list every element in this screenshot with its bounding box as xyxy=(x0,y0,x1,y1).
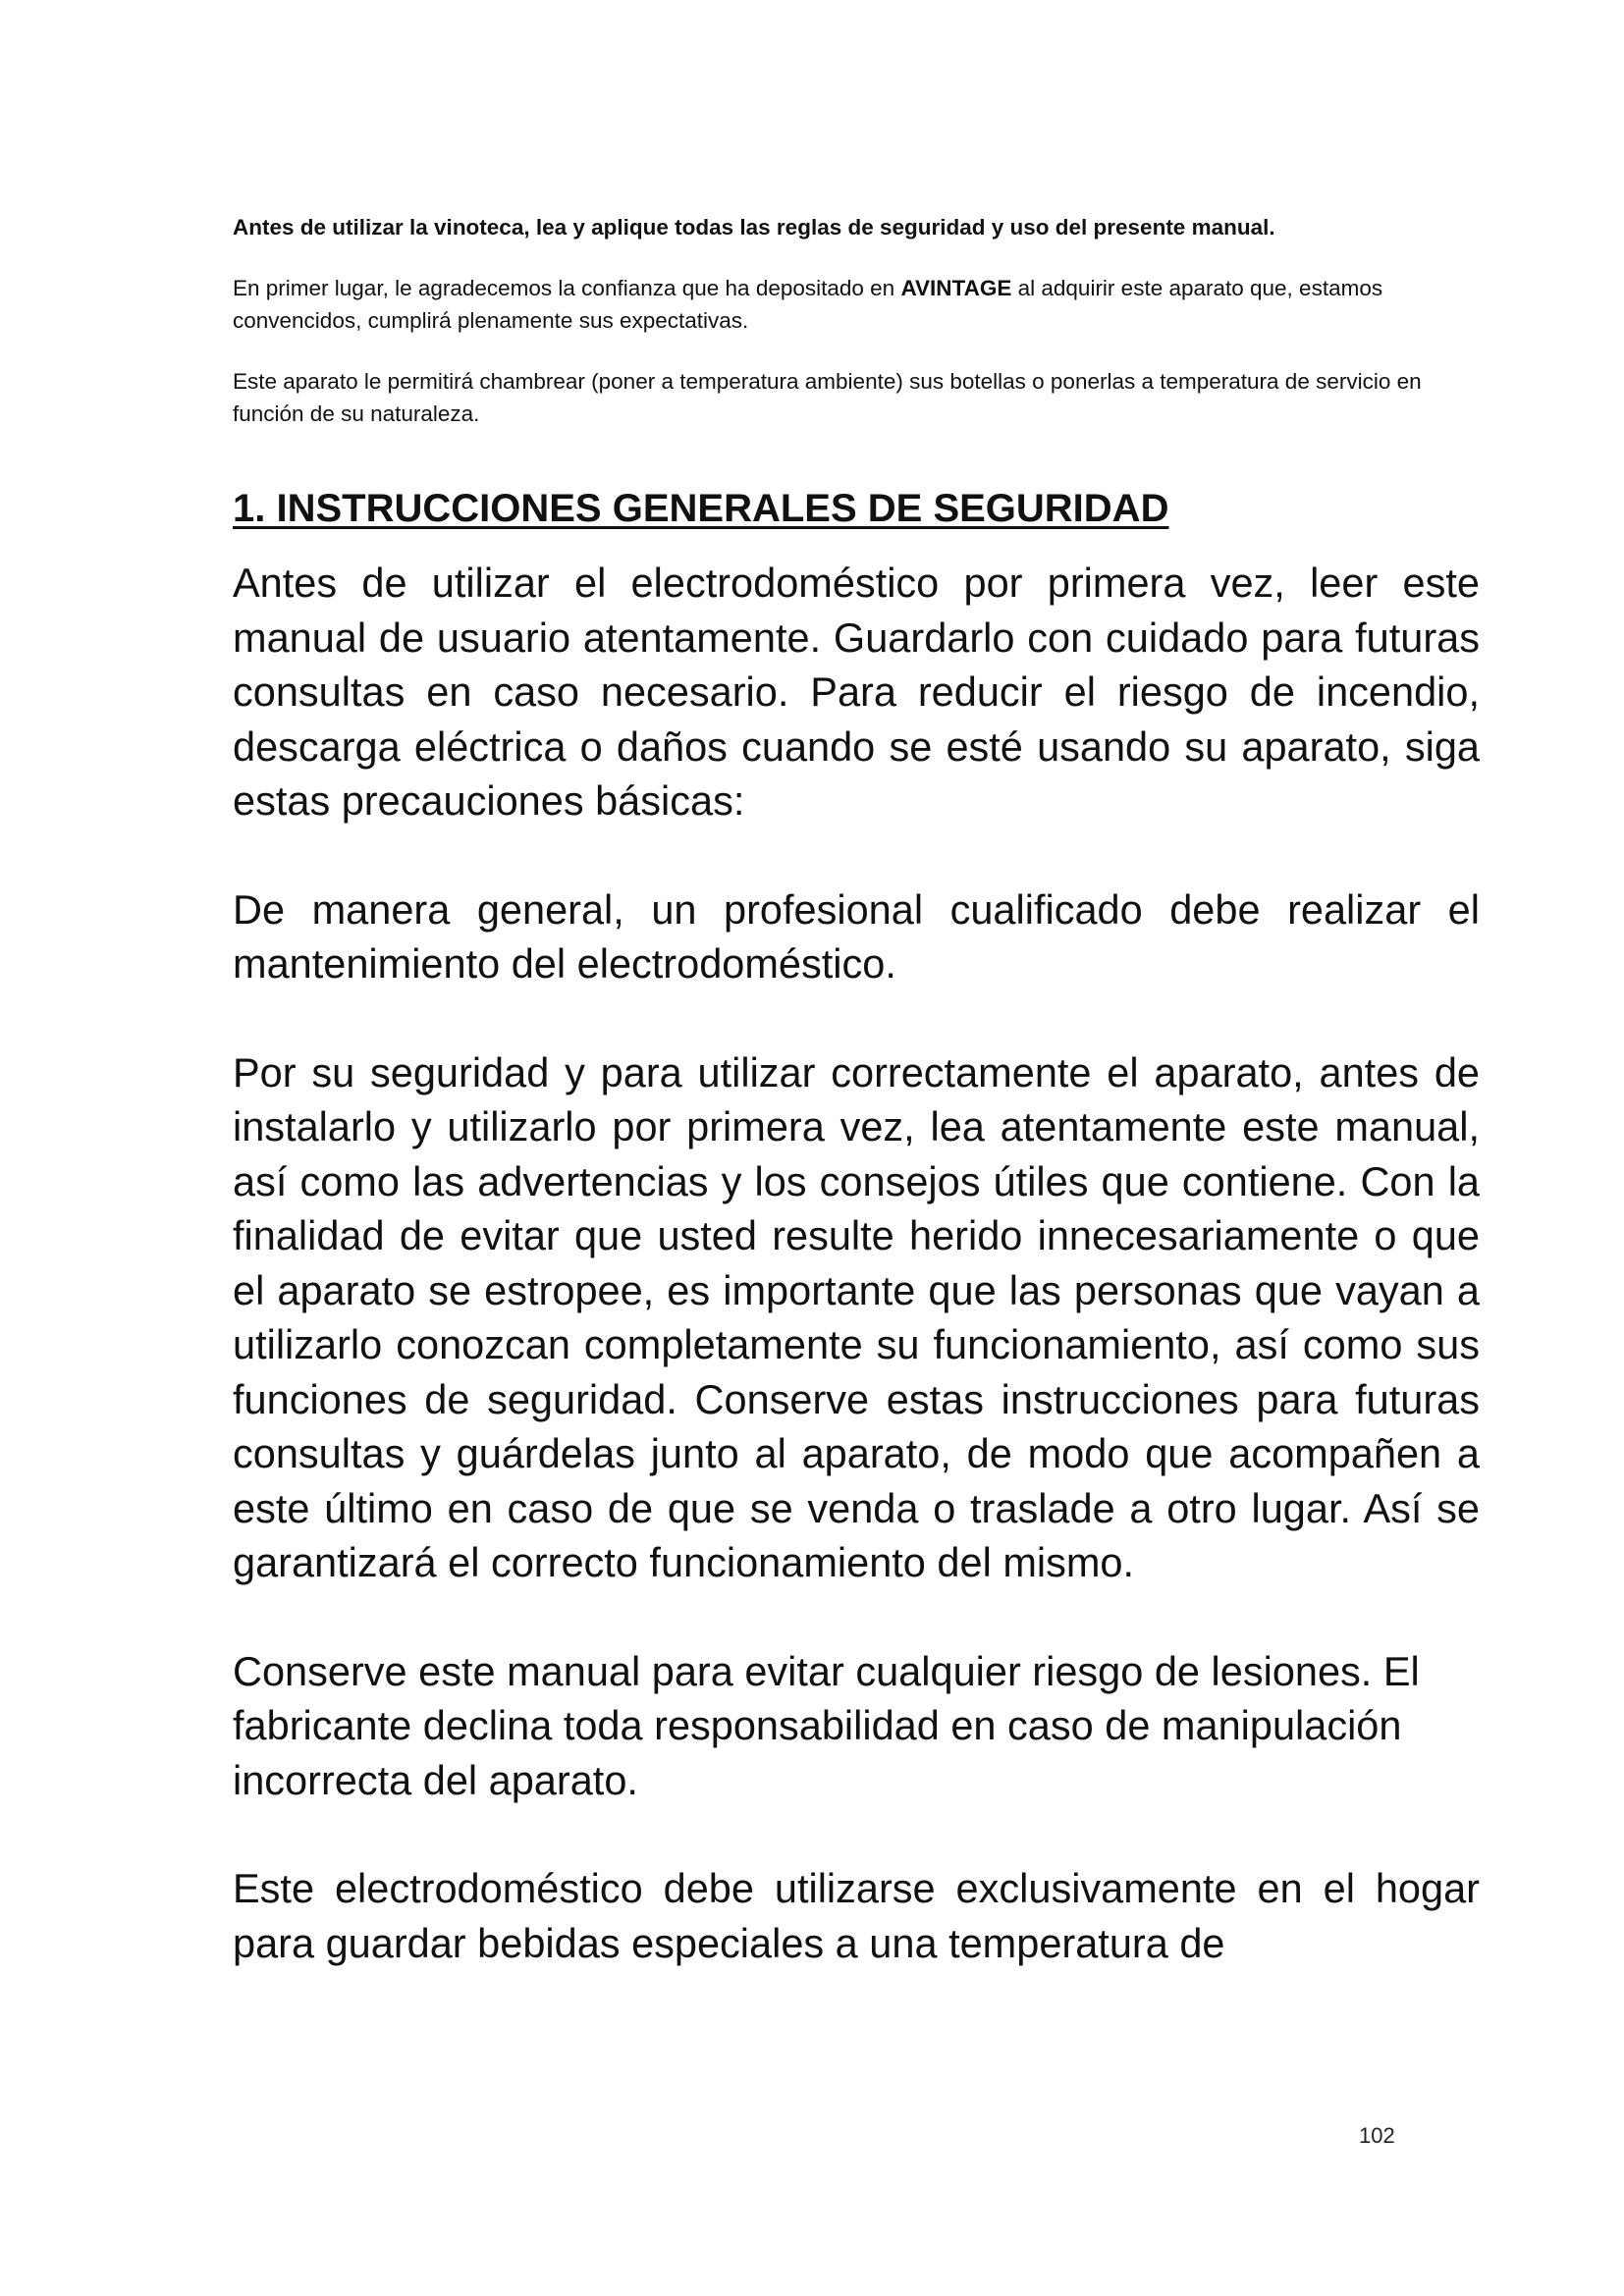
safety-paragraph-5: Este electrodoméstico debe utilizarse exclusivamente en el hogar para guardar bebidas especiales a una temperatura de xyxy=(233,1865,1480,1966)
safety-paragraph-1: Antes de utilizar el electrodoméstico por primera vez, leer este manual de usuario atentamente. Guardarlo con cuidado para futuras consultas en caso necesario. Para reducir el riesgo de incendio, descarga eléctrica o daños cuando se esté usando su aparato, siga estas precauciones básicas: xyxy=(233,560,1480,824)
intro-purpose-paragraph: Este aparato le permitirá chambrear (poner a temperatura ambiente) sus botellas o ponerlas a temperatura de servicio en función de su naturaleza. xyxy=(233,369,1422,426)
section-heading: 1. INSTRUCCIONES GENERALES DE SEGURIDAD xyxy=(233,487,1169,530)
intro-thanks-paragraph xyxy=(233,272,1455,337)
safety-paragraph-2: De manera general, un profesional cualificado debe realizar el mantenimiento del electrodoméstico. xyxy=(233,885,1480,987)
intro-thanks-end: al adquirir este aparato que, estamos convencidos, cumplirá plenamente sus expectativas. xyxy=(233,276,1383,333)
safety-paragraph-3: Por su seguridad y para utilizar correctamente el aparato, antes de instalarlo y utilizarlo por primera vez, lea atentamente este manual, así como las advertencias y los consejos útiles que contiene. Con la finalidad de evitar que usted resulte herido innecesariamente o que el aparato se estropee, es importante que las personas que vayan a utilizarlo conozcan completamente su funcionamiento, así como sus funciones de seguridad. Conserve estas instrucciones para futuras consultas y guárdelas junto al aparato, de modo que acompañen a este último en caso de que se venda o traslade a otro lugar. Así se garantizará el correcto funcionamiento del mismo. xyxy=(233,1048,1480,1585)
intro-thanks-start: En primer lugar, le agradecemos la confianza que ha depositado en xyxy=(233,276,901,300)
intro-lead-text: Antes de utilizar la vinoteca, lea y aplique todas las reglas de seguridad y uso del presente manual. xyxy=(233,215,1275,240)
manual-page xyxy=(233,211,1519,2024)
page-number: 102 xyxy=(1359,2123,1395,2148)
safety-paragraph-4: Conserve este manual para evitar cualquier riesgo de lesiones. El fabricante declina toda responsabilidad en caso de manipulación incorrecta del aparato. xyxy=(233,1647,1420,1803)
brand-name: AVINTAGE xyxy=(900,276,1012,300)
